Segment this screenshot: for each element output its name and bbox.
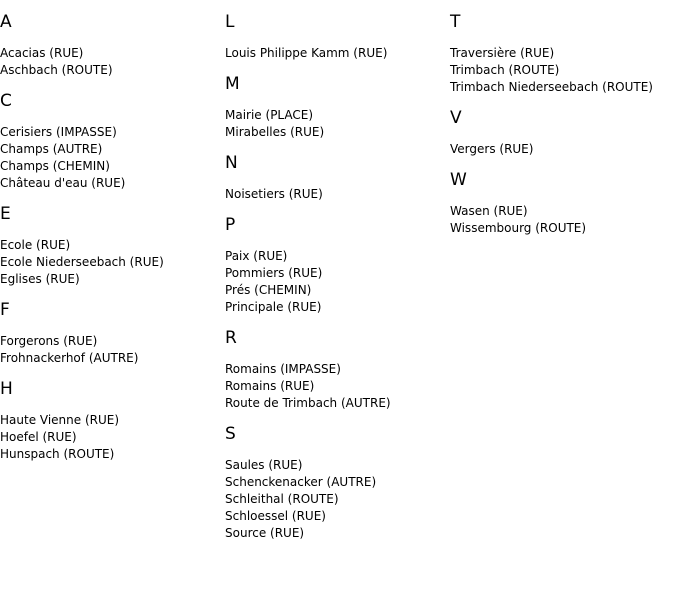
street-link[interactable]: Wasen (RUE) xyxy=(450,204,528,218)
street-list xyxy=(0,333,225,367)
letter-section xyxy=(0,91,225,192)
letter-section xyxy=(0,379,225,463)
street-list xyxy=(225,186,450,203)
section-letter-heading: S xyxy=(225,424,236,444)
street-link[interactable]: Prés (CHEMIN) xyxy=(225,283,312,297)
street-link[interactable]: Acacias (RUE) xyxy=(0,46,84,60)
section-letter-heading: E xyxy=(0,204,11,224)
street-link[interactable]: Hunspach (ROUTE) xyxy=(0,447,115,461)
section-letter-heading: C xyxy=(0,91,12,111)
street-list xyxy=(225,457,450,542)
letter-section xyxy=(225,12,450,62)
street-link[interactable]: Noisetiers (RUE) xyxy=(225,187,323,201)
street-link[interactable]: Principale (RUE) xyxy=(225,300,322,314)
letter-section xyxy=(225,328,450,412)
street-link[interactable]: Schenckenacker (AUTRE) xyxy=(225,475,377,489)
section-letter-heading: M xyxy=(225,74,240,94)
section-letter-heading: A xyxy=(0,12,12,32)
letter-section xyxy=(225,215,450,316)
section-letter-heading: V xyxy=(450,108,462,128)
section-letter-heading: H xyxy=(0,379,13,399)
section-letter-heading: L xyxy=(225,12,235,32)
street-link[interactable]: Forgerons (RUE) xyxy=(0,334,98,348)
street-link[interactable]: Champs (CHEMIN) xyxy=(0,159,110,173)
street-list xyxy=(0,412,225,463)
street-link[interactable]: Frohnackerhof (AUTRE) xyxy=(0,351,139,365)
street-link[interactable]: Wissembourg (ROUTE) xyxy=(450,221,587,235)
street-link[interactable]: Château d'eau (RUE) xyxy=(0,176,126,190)
letter-section xyxy=(225,424,450,542)
street-link[interactable]: Schloessel (RUE) xyxy=(225,509,326,523)
street-list xyxy=(0,124,225,192)
letter-section xyxy=(225,153,450,203)
letter-section xyxy=(0,300,225,367)
street-link[interactable]: Champs (AUTRE) xyxy=(0,142,103,156)
street-link[interactable]: Route de Trimbach (AUTRE) xyxy=(225,396,391,410)
street-link[interactable]: Mirabelles (RUE) xyxy=(225,125,325,139)
street-link[interactable]: Ecole (RUE) xyxy=(0,238,71,252)
letter-section xyxy=(0,204,225,288)
street-link[interactable]: Aschbach (ROUTE) xyxy=(0,63,113,77)
index-column-1 xyxy=(0,0,225,467)
street-list xyxy=(0,237,225,288)
index-column-2 xyxy=(225,0,450,546)
section-letter-heading: W xyxy=(450,170,467,190)
section-letter-heading: R xyxy=(225,328,237,348)
street-list xyxy=(225,45,450,62)
street-link[interactable]: Saules (RUE) xyxy=(225,458,303,472)
street-list xyxy=(225,361,450,412)
street-link[interactable]: Hoefel (RUE) xyxy=(0,430,77,444)
letter-section xyxy=(450,108,675,158)
street-link[interactable]: Mairie (PLACE) xyxy=(225,108,314,122)
letter-section xyxy=(0,12,225,79)
letter-section xyxy=(225,74,450,141)
street-list xyxy=(450,203,675,237)
street-list xyxy=(0,45,225,79)
street-link[interactable]: Trimbach Niederseebach (ROUTE) xyxy=(450,80,653,94)
street-list xyxy=(450,141,675,158)
street-link[interactable]: Traversière (RUE) xyxy=(450,46,555,60)
street-link[interactable]: Cerisiers (IMPASSE) xyxy=(0,125,117,139)
section-letter-heading: N xyxy=(225,153,238,173)
letter-section xyxy=(450,170,675,237)
street-link[interactable]: Romains (RUE) xyxy=(225,379,315,393)
street-link[interactable]: Schleithal (ROUTE) xyxy=(225,492,339,506)
street-link[interactable]: Romains (IMPASSE) xyxy=(225,362,341,376)
street-link[interactable]: Eglises (RUE) xyxy=(0,272,80,286)
street-link[interactable]: Haute Vienne (RUE) xyxy=(0,413,120,427)
section-letter-heading: F xyxy=(0,300,10,320)
street-link[interactable]: Trimbach (ROUTE) xyxy=(450,63,560,77)
street-link[interactable]: Pommiers (RUE) xyxy=(225,266,323,280)
section-letter-heading: T xyxy=(450,12,461,32)
letter-section xyxy=(450,12,675,96)
street-link[interactable]: Louis Philippe Kamm (RUE) xyxy=(225,46,388,60)
street-link[interactable]: Vergers (RUE) xyxy=(450,142,534,156)
street-list xyxy=(450,45,675,96)
street-link[interactable]: Source (RUE) xyxy=(225,526,305,540)
section-letter-heading: P xyxy=(225,215,236,235)
street-link[interactable]: Ecole Niederseebach (RUE) xyxy=(0,255,164,269)
street-link[interactable]: Paix (RUE) xyxy=(225,249,288,263)
street-list xyxy=(225,248,450,316)
street-list xyxy=(225,107,450,141)
index-column-3 xyxy=(450,0,675,241)
